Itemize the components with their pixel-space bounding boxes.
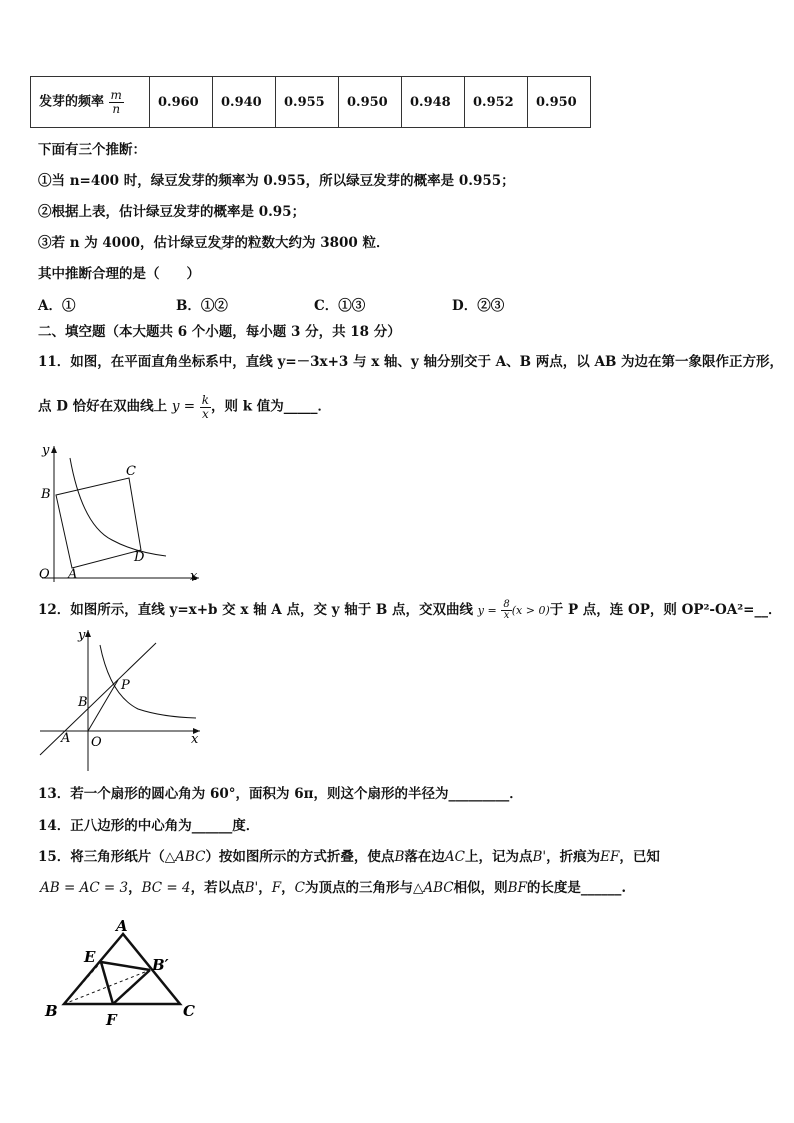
table-cell: 0.948: [402, 77, 465, 128]
frac-num: m: [110, 87, 122, 102]
q15-text: 落在边: [404, 849, 445, 865]
table-cell: 0.952: [465, 77, 528, 128]
label-b: B: [78, 695, 88, 710]
q15-text: 相似，则: [453, 880, 508, 896]
fold-ef: [101, 962, 113, 1004]
q12-text-a: 12．如图所示，直线 y=x+b 交 x 轴 A 点，交 y 轴于 B 点，交双曲线: [38, 602, 474, 618]
q15-figure: [38, 912, 208, 1027]
table-row-label: [31, 77, 150, 128]
q10-intro: 下面有三个推断：: [38, 142, 146, 158]
label-a: A: [68, 567, 78, 582]
q11-line1: 11．如图，在平面直角坐标系中，直线 y=－3x+3 与 x 轴、y 轴分别交于 A、B 两点，以 AB 为边在第一象限作正方形，: [38, 354, 784, 370]
q12-text-b: 于 P 点，连 OP，则 OP²-OA²=__．: [549, 602, 782, 618]
label-x: x: [190, 569, 198, 584]
table-cell: 0.955: [276, 77, 339, 128]
q15-math: F: [271, 880, 282, 896]
q15-math: △ABC: [164, 849, 206, 865]
q15-line1: [38, 845, 660, 865]
row-label-text: 发芽的频率: [39, 94, 105, 110]
q15-math: BF: [507, 880, 527, 896]
q15-text: ，: [281, 880, 295, 896]
table-cell: 0.950: [528, 77, 591, 128]
q11-text-a: 点 D 恰好在双曲线上: [38, 398, 168, 415]
table-cell: 0.940: [213, 77, 276, 128]
fraction-m-over-n: [109, 89, 124, 115]
label-y: y: [42, 443, 50, 458]
q15-math: AB = AC = 3: [40, 880, 129, 896]
label-y: y: [78, 628, 86, 643]
label-c: C: [126, 464, 136, 479]
segment-op: [88, 680, 118, 731]
q15-text: ，已知: [619, 849, 660, 865]
option-b: B．①②: [176, 298, 228, 314]
q15-math: EF: [600, 849, 620, 865]
q15-text: 的长度是______.: [526, 880, 627, 896]
q10-question: 其中推断合理的是（ ）: [38, 266, 200, 282]
label-b-prime: B′: [152, 956, 169, 974]
label-a: A: [61, 731, 71, 746]
q12-condition: (x > 0): [511, 604, 550, 617]
q15-text: 15．将三角形纸片（: [38, 849, 165, 865]
q15-text: ，若以点: [190, 880, 245, 896]
fraction-k-over-x: [200, 394, 211, 420]
q15-math: C: [294, 880, 305, 896]
segment-eb-prime: [101, 962, 150, 970]
frac-den: x: [202, 406, 209, 421]
q10-statement-3: ③若 n 为 4000，估计绿豆发ֵ芽的粒数大约为 3800 粒．: [38, 235, 390, 251]
q15-text: 为顶点的三角形与: [304, 880, 413, 896]
q15-text: ，折痕为: [546, 849, 601, 865]
square-abcd: [56, 478, 141, 568]
option-d: D．②③: [452, 298, 505, 314]
q15-math: △ABC: [412, 880, 454, 896]
label-f: F: [106, 1011, 117, 1027]
y-axis-arrow: [51, 446, 57, 453]
table-cell: 0.960: [150, 77, 213, 128]
frequency-table: [30, 76, 591, 128]
q15-math: BC = 4: [141, 880, 191, 896]
segment-fb-prime: [113, 970, 150, 1004]
q15-text: 上，记为点: [464, 849, 533, 865]
frac-den: x: [503, 610, 510, 621]
q15-math: B': [244, 880, 259, 896]
frac-den: n: [112, 101, 121, 116]
q15-line2: [40, 876, 626, 896]
q15-math: B: [394, 849, 405, 865]
q11-y-eq: y =: [171, 398, 196, 415]
q11-line2: [38, 394, 331, 420]
q15-text: ）按如图所示的方式折叠，使点: [205, 849, 395, 865]
q12-figure: [38, 625, 203, 775]
q11-text-b: ，则 k 值为_____．: [211, 398, 332, 415]
frac-num: k: [201, 393, 210, 407]
option-c: C．①③: [314, 298, 366, 314]
label-b: B: [41, 487, 51, 502]
label-p: P: [121, 678, 130, 693]
y-axis-arrow: [85, 630, 91, 637]
label-c: C: [183, 1002, 195, 1020]
q14-line: 14．正八边形的中心角为______度．: [38, 818, 260, 834]
q10-statement-1: ①当 n=400 时，绿豆发芽的频率为 0.955，所以绿豆发芽的概率是 0.955；: [38, 173, 515, 189]
fraction-8-over-x: [501, 600, 511, 622]
label-b: B: [45, 1002, 58, 1020]
q15-text: ，: [128, 880, 142, 896]
q15-text: ，: [258, 880, 272, 896]
frac-num: 8: [503, 598, 510, 610]
option-a: A．①: [38, 298, 76, 314]
table-cell: 0.950: [339, 77, 402, 128]
q15-math: B': [532, 849, 547, 865]
hyperbola-curve: [70, 458, 166, 556]
label-o: O: [91, 735, 102, 750]
q12-y-eq: y =: [477, 604, 497, 617]
label-e: E: [84, 948, 96, 966]
section-heading: 二、填空题（本大题共 6 个小题，每小题 3 分，共 18 分）: [38, 324, 401, 340]
label-o: O: [39, 567, 50, 582]
label-x: x: [191, 732, 199, 747]
q11-figure: [34, 440, 204, 585]
hyperbola-curve: [100, 645, 196, 718]
q15-math: AC: [444, 849, 465, 865]
label-a: A: [116, 917, 128, 935]
q12-line: [38, 598, 782, 622]
q13-line: 13．若一个扇形的圆心角为 60°，面积为 6π，则这个扇形的半径为_________．: [38, 786, 523, 802]
q10-statement-2: ②根据上表，估计绿豆发芽的概率是 0.95；: [38, 204, 306, 220]
table-row: [31, 77, 591, 128]
label-d: D: [134, 550, 145, 565]
